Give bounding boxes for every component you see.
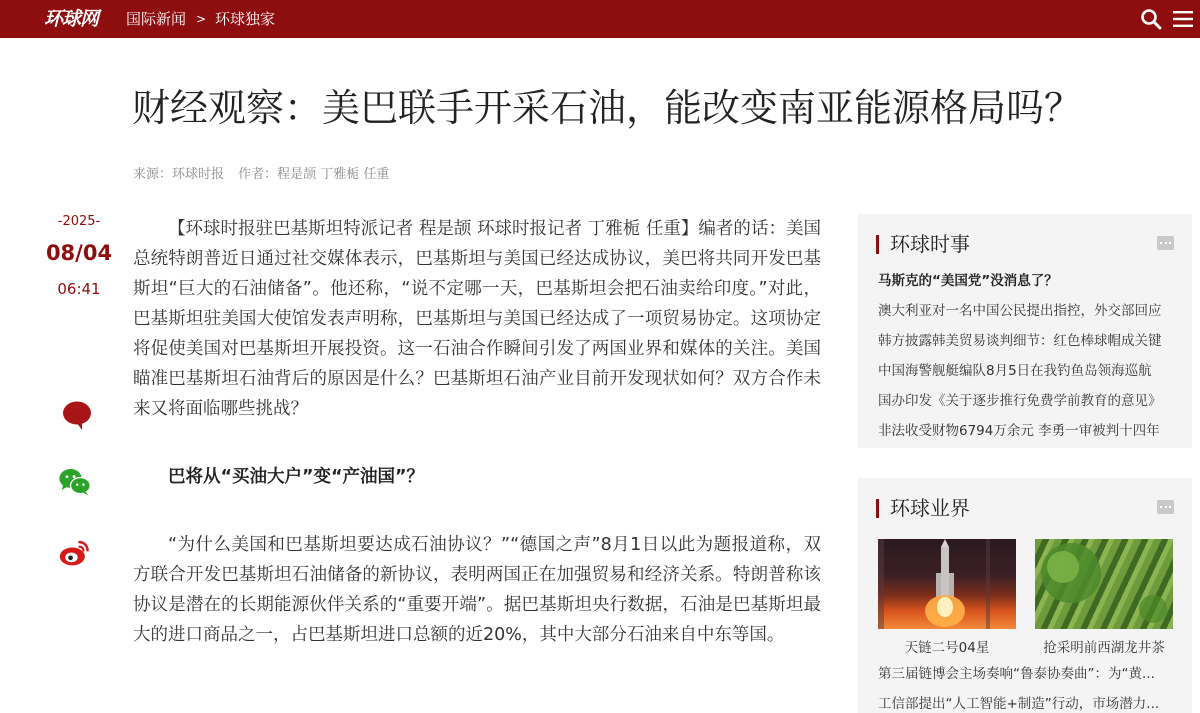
news-list [878,266,1174,446]
article-author: 作者：程是颉 丁雅栀 任重 [238,167,390,182]
site-logo[interactable]: 环球网 [44,8,99,30]
news-item[interactable]: 马斯克的“美国党”没消息了？ [878,273,1058,289]
article-title: 财经观察：美巴联手开采石油，能改变南亚能源格局吗？ [132,86,1083,130]
top-nav-bar [0,0,1200,38]
news-list [878,659,1174,713]
article-body [133,214,821,680]
news-item[interactable]: 工信部提出“人工智能+制造”行动，市场潜力... [878,696,1160,712]
sidebar-section-title[interactable]: 环球业界 [876,496,970,520]
publish-day: 08/04 [45,241,113,265]
breadcrumb-exclusive[interactable]: 环球独家 [215,10,276,28]
news-item[interactable]: 中国海警舰艇编队8月5日在我钓鱼岛领海巡航 [878,363,1152,379]
article-paragraph: 【环球时报驻巴基斯坦特派记者 程是颉 环球时报记者 丁雅栀 任重】编者的话：美国总统特朗普近日通过社交媒体表示，巴基斯坦与美国已经达成协议，美巴将共同开发巴基斯坦“巨大的石油储备”。他还称，“说不定哪一天，巴基斯坦会把石油卖给印度。”对此，巴基斯坦驻美国大使馆发表声明称，巴基斯坦与美国已经达成了一项贸易协定。这项协定将促使美国对巴基斯坦开展投资。这一石油合作瞬间引发了两国业界和媒体的关注。美国瞄准巴基斯坦石油背后的原因是什么？巴基斯坦石油产业目前开发现状如何？双方合作未来又将面临哪些挑战？ [133,219,821,419]
publish-time: 06:41 [57,280,101,298]
news-item[interactable]: 韩方披露韩美贸易谈判细节：红色棒球帽成关键 [878,333,1162,349]
thumbnail-caption[interactable]: 抢采明前西湖龙井茶 [1043,640,1165,656]
comment-icon[interactable] [60,398,94,432]
menu-icon[interactable] [1173,10,1193,28]
search-icon[interactable] [1140,8,1162,30]
sidebar-current-affairs [858,214,1192,448]
article-source: 来源：环球时报 [133,167,225,182]
news-item[interactable]: 澳大利亚对一名中国公民提出指控，外交部回应 [878,303,1162,319]
article-subheading: 巴将从“买油大户”变“产油国”？ [168,467,425,487]
tea-field-thumbnail[interactable] [1035,539,1173,629]
more-icon[interactable] [1157,500,1174,514]
weibo-icon[interactable] [58,535,92,569]
breadcrumb-international-news[interactable]: 国际新闻 [126,10,187,28]
rocket-launch-thumbnail[interactable] [878,539,1016,629]
sidebar-industry [858,478,1192,713]
breadcrumb-separator: > [196,12,207,26]
thumbnail-caption[interactable]: 天链二号04星 [904,640,990,656]
article-paragraph: “为什么美国和巴基斯坦要达成石油协议？”“德国之声”8月1日以此为题报道称，双方联合开发巴基斯坦石油储备的新协议，表明两国正在加强贸易和经济关系。特朗普称该协议是潜在的长期能源伙伴关系的“重要开端”。据巴基斯坦央行数据，石油是巴基斯坦最大的进口商品之一，占巴基斯坦进口总额的近20%，其中大部分石油来自中东等国。 [133,535,821,645]
publish-year: -2025- [57,214,101,229]
wechat-icon[interactable] [58,465,92,499]
news-item[interactable]: 第三届链博会主场奏响“鲁泰协奏曲”：为“黄... [878,666,1155,682]
more-icon[interactable] [1157,236,1174,250]
sidebar-section-title[interactable]: 环球时事 [876,232,970,256]
news-item[interactable]: 非法收受财物6794万余元 李勇一审被判十四年 [878,423,1160,439]
article-meta [133,166,399,184]
news-item[interactable]: 国办印发《关于逐步推行免费学前教育的意见》 [878,393,1162,409]
